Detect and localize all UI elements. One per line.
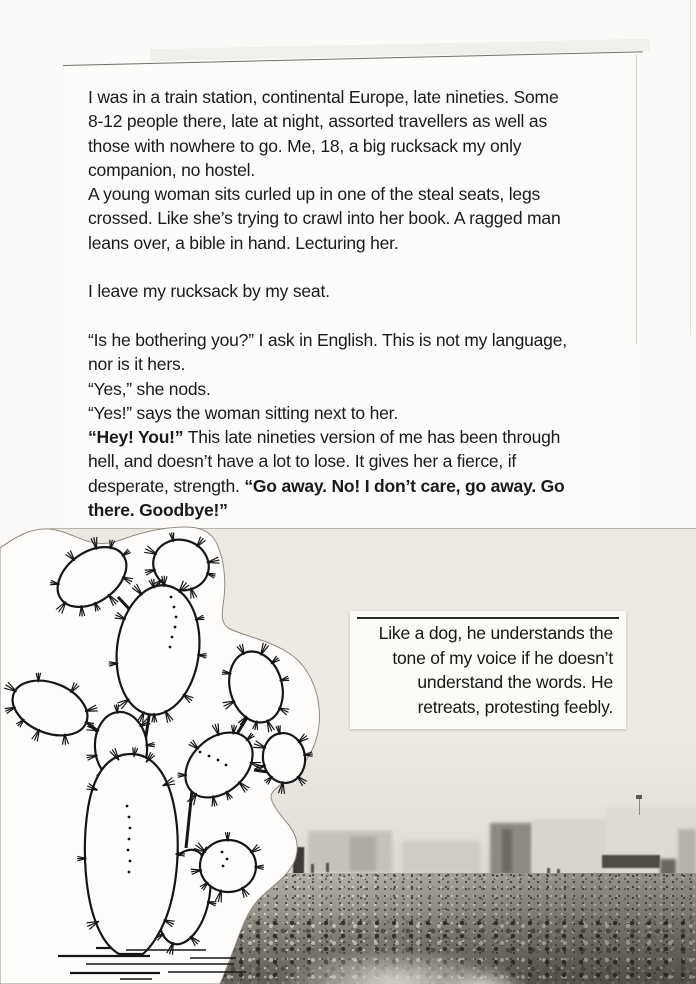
story-line: there. Goodbye!” xyxy=(88,500,228,521)
cactus-dot xyxy=(170,596,173,599)
caption-line: retreats, protesting feebly. xyxy=(417,696,613,717)
cactus-dot xyxy=(169,646,172,649)
story-line: “Yes!” says the woman sitting next to her. xyxy=(88,402,399,423)
caption-line: tone of my voice if he doesn’t xyxy=(392,647,613,668)
cactus-dot xyxy=(217,759,220,762)
seafront-building xyxy=(402,841,480,873)
story-line: leans over, a bible in hand. Lecturing her. xyxy=(88,232,399,253)
caption-line: Like a dog, he understands the xyxy=(378,623,613,643)
cactus-dot xyxy=(128,816,131,819)
seafront-building xyxy=(532,819,610,877)
cactus-dot xyxy=(129,827,132,830)
cactus-dot xyxy=(175,616,178,619)
story-line: hell, and doesn’t have a lot to lose. It gives her a fierce, if xyxy=(88,451,517,472)
story-line xyxy=(88,304,636,328)
story-line: those with nowhere to go. Me, 18, a big rucksack my only xyxy=(88,135,522,156)
story-line xyxy=(88,255,636,279)
cactus-dot xyxy=(171,636,174,639)
flag-icon xyxy=(636,795,642,799)
cactus-dot xyxy=(126,805,129,808)
cactus-dot xyxy=(225,764,228,767)
cactus-spine xyxy=(145,570,156,571)
cactus-cutout xyxy=(0,514,345,984)
cactus-dot xyxy=(173,606,176,609)
cactus-spine xyxy=(191,869,202,870)
seafront-building xyxy=(502,829,512,873)
seafront-building xyxy=(678,829,696,877)
story-line: companion, no hostel. xyxy=(88,159,256,180)
story-line: I leave my rucksack by my seat. xyxy=(88,281,330,302)
story-line: “Hey! You!” This late nineties version of me has been through xyxy=(88,427,561,448)
cactus-dot xyxy=(127,849,130,852)
cactus-dot xyxy=(128,871,131,874)
cactus-pad xyxy=(85,754,178,954)
flag-pole xyxy=(639,799,640,815)
story-line: A young woman sits curled up in one of the steal seats, legs xyxy=(88,184,541,205)
caption-text xyxy=(350,619,626,729)
paper-right-edge xyxy=(636,54,637,344)
cactus-dot xyxy=(174,626,177,629)
story-text xyxy=(88,85,636,522)
caption-box xyxy=(350,611,626,729)
story-line: crossed. Like she’s trying to crawl into her book. A ragged man xyxy=(88,208,561,229)
cactus-dot xyxy=(199,751,202,754)
cactus-dot xyxy=(226,858,229,861)
shop-awning xyxy=(602,855,660,868)
seafront-building xyxy=(350,837,376,871)
cactus-pad xyxy=(199,839,257,893)
scan-edge-line xyxy=(690,0,691,335)
caption-line: understand the words. He xyxy=(417,672,613,693)
cactus-dot xyxy=(128,838,131,841)
story-line: nor is it hers. xyxy=(88,354,186,375)
cactus-dot xyxy=(222,865,225,868)
cactus-dot xyxy=(221,851,224,854)
cactus-dot xyxy=(129,860,132,863)
cactus-dot xyxy=(208,755,211,758)
story-line: “Yes,” she nods. xyxy=(88,378,211,399)
story-line: 8-12 people there, late at night, assorted travellers as well as xyxy=(88,111,547,132)
story-line: desperate, strength. “Go away. No! I don’t care, go away. Go xyxy=(88,475,565,496)
story-line: I was in a train station, continental Europe, late nineties. Some xyxy=(88,87,559,107)
cactus-spine xyxy=(207,563,220,564)
story-line: “Is he bothering you?” I ask in English. This is not my language, xyxy=(88,329,567,350)
